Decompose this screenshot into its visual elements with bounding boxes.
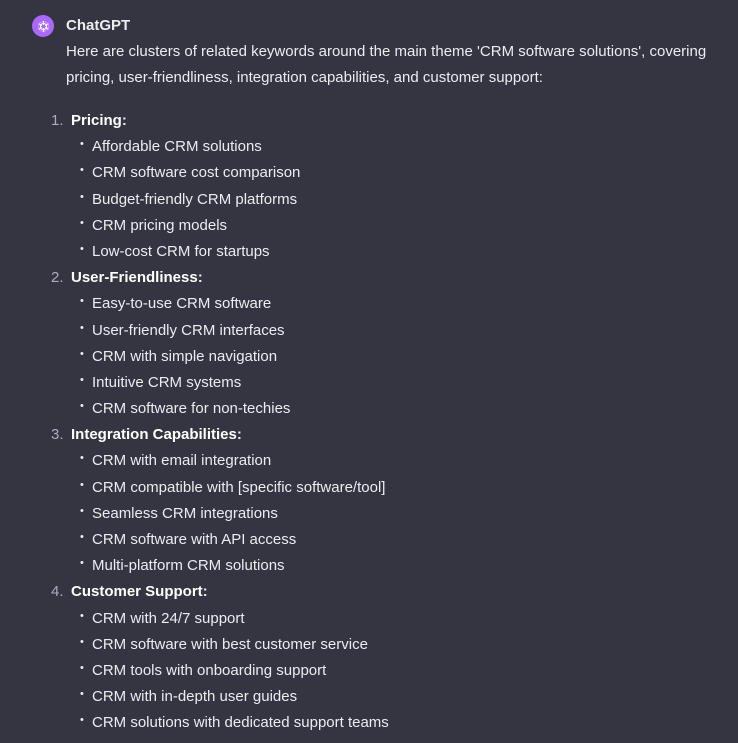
cluster-heading [71,579,208,605]
keyword-text: CRM with email integration [92,452,272,470]
cluster-heading-row [0,265,738,291]
cluster-title-colon: : [197,269,203,287]
keyword-text: CRM with simple navigation [92,347,278,365]
bullet-icon: • [80,347,84,360]
keyword-text: Intuitive CRM systems [92,373,242,391]
bullet-icon: • [80,635,84,648]
keyword-text: CRM pricing models [92,216,228,234]
keyword-text: User-friendly CRM interfaces [92,321,285,339]
bullet-icon: • [80,321,84,334]
cluster-heading-row [0,108,738,134]
keyword-item [0,213,738,239]
keyword-item [0,187,738,213]
bullet-icon: • [80,557,84,570]
cluster-heading-row [0,579,738,605]
keyword-text: Seamless CRM integrations [92,504,278,522]
list-number: 1. [51,112,64,129]
bullet-icon: • [80,164,84,177]
keyword-text: Multi-platform CRM solutions [92,557,285,575]
keyword-item [0,527,738,553]
cluster-title-colon: : [202,583,208,601]
bullet-icon: • [80,400,84,413]
keyword-item [0,448,738,474]
list-number: 3. [51,426,64,444]
keyword-item [0,606,738,632]
bullet-icon: • [80,138,84,151]
keyword-item [0,239,738,265]
keyword-item [0,370,738,396]
keyword-item [0,632,738,658]
bullet-icon: • [80,504,84,517]
keyword-text: Easy-to-use CRM software [92,295,272,313]
keyword-text: CRM software cost comparison [92,164,301,182]
keyword-item [0,396,738,422]
openai-logo-icon [36,19,51,34]
bullet-icon: • [80,661,84,674]
keyword-item [0,160,738,186]
keyword-list [0,291,738,422]
cluster-title: Pricing [71,112,122,129]
bullet-icon: • [80,190,84,203]
bullet-icon: • [80,531,84,543]
keyword-list [0,606,738,737]
message-intro: Here are clusters of related keywords around the main theme 'CRM software solutions', covering pricing, user-friendliness, integration capabilities, and customer support: [66,43,707,86]
keyword-item [0,318,738,344]
cluster-title: Customer Support [71,583,203,601]
keyword-text: Affordable CRM solutions [92,138,262,156]
bullet-icon: • [80,216,84,229]
cluster-section [0,422,738,579]
keyword-item [0,475,738,501]
keyword-text: Budget-friendly CRM platforms [92,190,298,208]
bullet-icon: • [80,688,84,701]
keyword-item [0,344,738,370]
keyword-text: CRM solutions with dedicated support teams [92,714,389,732]
keyword-list [0,448,738,579]
cluster-title-colon: : [121,112,127,129]
cluster-heading-row [0,422,738,448]
cluster-title-colon: : [236,426,242,444]
keyword-text: CRM software with best customer service [92,635,368,653]
keyword-item [0,710,738,736]
cluster-title: User-Friendliness [71,269,198,287]
keyword-text: CRM with in-depth user guides [92,688,298,706]
bullet-icon: • [80,295,84,308]
keyword-list [0,134,738,265]
keyword-text: CRM software for non-techies [92,400,291,418]
bullet-icon: • [80,609,84,622]
cluster-title: Integration Capabilities [71,426,237,444]
keyword-item [0,134,738,160]
cluster-section [0,265,738,422]
keyword-text: CRM with 24/7 support [92,609,245,627]
assistant-avatar [32,15,54,37]
cluster-heading [71,422,242,448]
cluster-section [0,108,738,265]
cluster-section [0,579,738,736]
bullet-icon: • [80,452,84,465]
keyword-item [0,553,738,579]
keyword-item [0,684,738,710]
cluster-heading [71,265,203,291]
cluster-heading [71,108,127,134]
keyword-text: Low-cost CRM for startups [92,242,270,260]
list-number: 2. [51,269,64,287]
keyword-text: CRM software with API access [92,531,297,548]
keyword-item [0,501,738,527]
list-number: 4. [51,583,64,601]
keyword-cluster-list [0,108,738,737]
bullet-icon: • [80,714,84,727]
keyword-item [0,658,738,684]
bullet-icon: • [80,242,84,255]
bullet-icon: • [80,478,84,491]
keyword-item [0,291,738,317]
keyword-text: CRM tools with onboarding support [92,661,327,679]
bullet-icon: • [80,373,84,386]
message-author: ChatGPT [66,17,131,34]
keyword-text: CRM compatible with [specific software/tool] [92,478,386,496]
